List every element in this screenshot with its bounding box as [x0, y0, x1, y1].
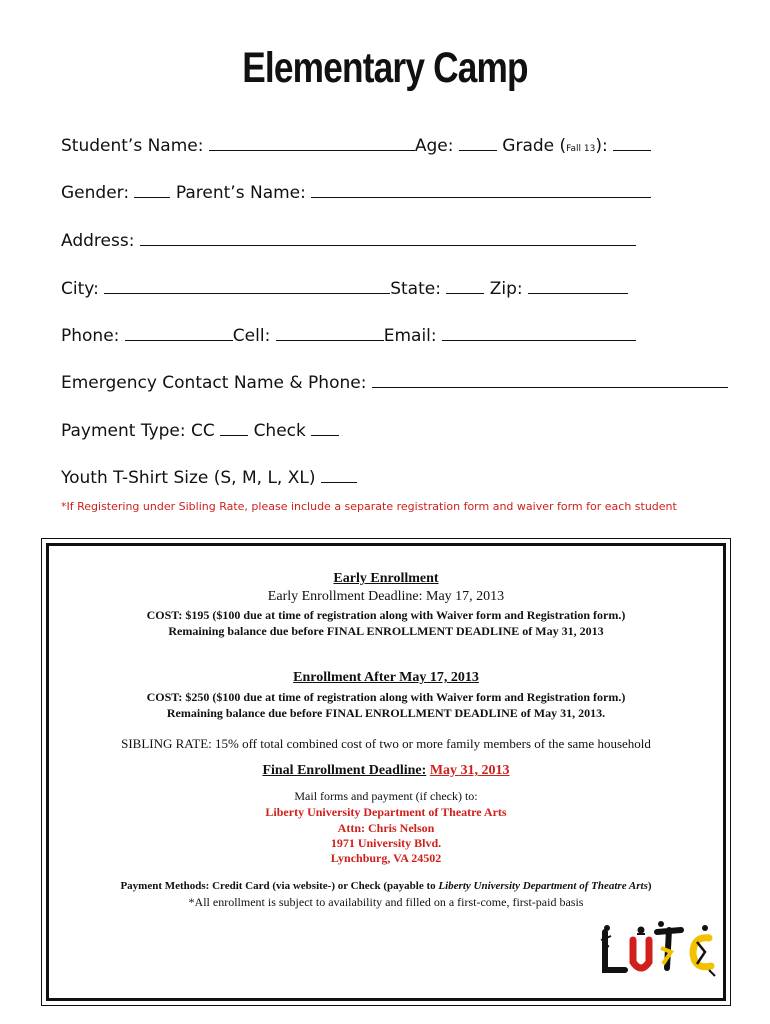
email-label: Email:	[383, 326, 437, 346]
tshirt-field[interactable]	[321, 468, 357, 483]
final-deadline	[49, 763, 723, 779]
student-name-label: Student’s Name:	[61, 136, 204, 156]
cc-field[interactable]	[220, 421, 248, 436]
state-label: State:	[390, 279, 441, 299]
zip-field[interactable]	[528, 279, 628, 294]
parent-name-field[interactable]	[311, 183, 651, 198]
tshirt-label: Youth T-Shirt Size (S, M, L, XL)	[61, 468, 316, 488]
page-title: Elementary Camp	[242, 44, 528, 92]
address-field[interactable]	[140, 231, 636, 246]
emergency-row	[61, 373, 728, 393]
email-field[interactable]	[442, 326, 636, 341]
mail-address-line: 1971 University Blvd.	[330, 836, 442, 850]
after-cost: COST: $250 ($100 due at time of registration along with Waiver form and Registration form.)	[146, 690, 626, 704]
availability-note: *All enrollment is subject to availability and filled on a first-come, first-paid basis	[188, 895, 584, 909]
early-balance: Remaining balance due before FINAL ENROLLMENT DEADLINE of May 31, 2013	[168, 624, 604, 638]
phone-row	[61, 326, 636, 346]
payment-row	[61, 421, 339, 441]
gender-label: Gender:	[61, 183, 130, 203]
payment-methods	[49, 880, 723, 892]
early-enrollment-heading: Early Enrollment	[333, 571, 439, 586]
tshirt-row	[61, 468, 357, 488]
cell-label: Cell:	[232, 326, 271, 346]
parent-name-label: Parent’s Name:	[175, 183, 306, 203]
zip-label: Zip:	[489, 279, 523, 299]
final-deadline-date: May 31, 2013	[429, 763, 510, 778]
early-deadline: Early Enrollment Deadline: May 17, 2013	[267, 589, 505, 604]
after-balance: Remaining balance due before FINAL ENROLLMENT DEADLINE of May 31, 2013.	[166, 706, 606, 720]
gender-row	[61, 183, 651, 203]
city-label: City:	[61, 279, 99, 299]
emergency-label: Emergency Contact Name & Phone:	[61, 373, 367, 393]
student-row	[61, 136, 651, 156]
mail-address-line: Attn: Chris Nelson	[337, 821, 435, 835]
early-cost: COST: $195 ($100 due at time of registration along with Waiver form and Registration form.)	[146, 608, 626, 622]
luta-logo	[597, 918, 719, 982]
final-deadline-label: Final Enrollment Deadline:	[262, 763, 427, 778]
student-name-field[interactable]	[209, 136, 415, 151]
city-row	[61, 279, 628, 299]
phone-label: Phone:	[61, 326, 120, 346]
address-label: Address:	[61, 231, 135, 251]
state-field[interactable]	[446, 279, 484, 294]
address-row	[61, 231, 636, 251]
check-label: Check	[253, 421, 306, 441]
after-enrollment-heading: Enrollment After May 17, 2013	[293, 670, 479, 685]
check-field[interactable]	[311, 421, 339, 436]
phone-field[interactable]	[125, 326, 233, 341]
grade-label: Grade (	[502, 136, 567, 156]
age-field[interactable]	[459, 136, 497, 151]
emergency-field[interactable]	[372, 373, 728, 388]
payment-methods-suffix: )	[647, 880, 652, 892]
grade-small-label: Fall 13	[566, 144, 596, 154]
grade-field[interactable]	[613, 136, 651, 151]
payment-type-label: Payment Type: CC	[61, 421, 215, 441]
sibling-rate: SIBLING RATE: 15% off total combined cost of two or more family members of the same household	[121, 736, 651, 751]
sibling-note: *If Registering under Sibling Rate, please include a separate registration form and waiver form for each student	[61, 500, 677, 513]
payment-methods-prefix: Payment Methods: Credit Card (via website-) or Check (payable to	[120, 880, 439, 892]
city-field[interactable]	[104, 279, 390, 294]
age-label: Age:	[414, 136, 454, 156]
payment-methods-payee: Liberty University Department of Theatre Arts	[438, 880, 648, 892]
cell-field[interactable]	[276, 326, 384, 341]
gender-field[interactable]	[134, 183, 170, 198]
mail-address-line: Liberty University Department of Theatre Arts	[265, 805, 507, 819]
grade-close-label: ):	[595, 136, 608, 156]
mail-instructions: Mail forms and payment (if check) to:	[294, 789, 478, 803]
mail-address-line: Lynchburg, VA 24502	[330, 851, 442, 865]
